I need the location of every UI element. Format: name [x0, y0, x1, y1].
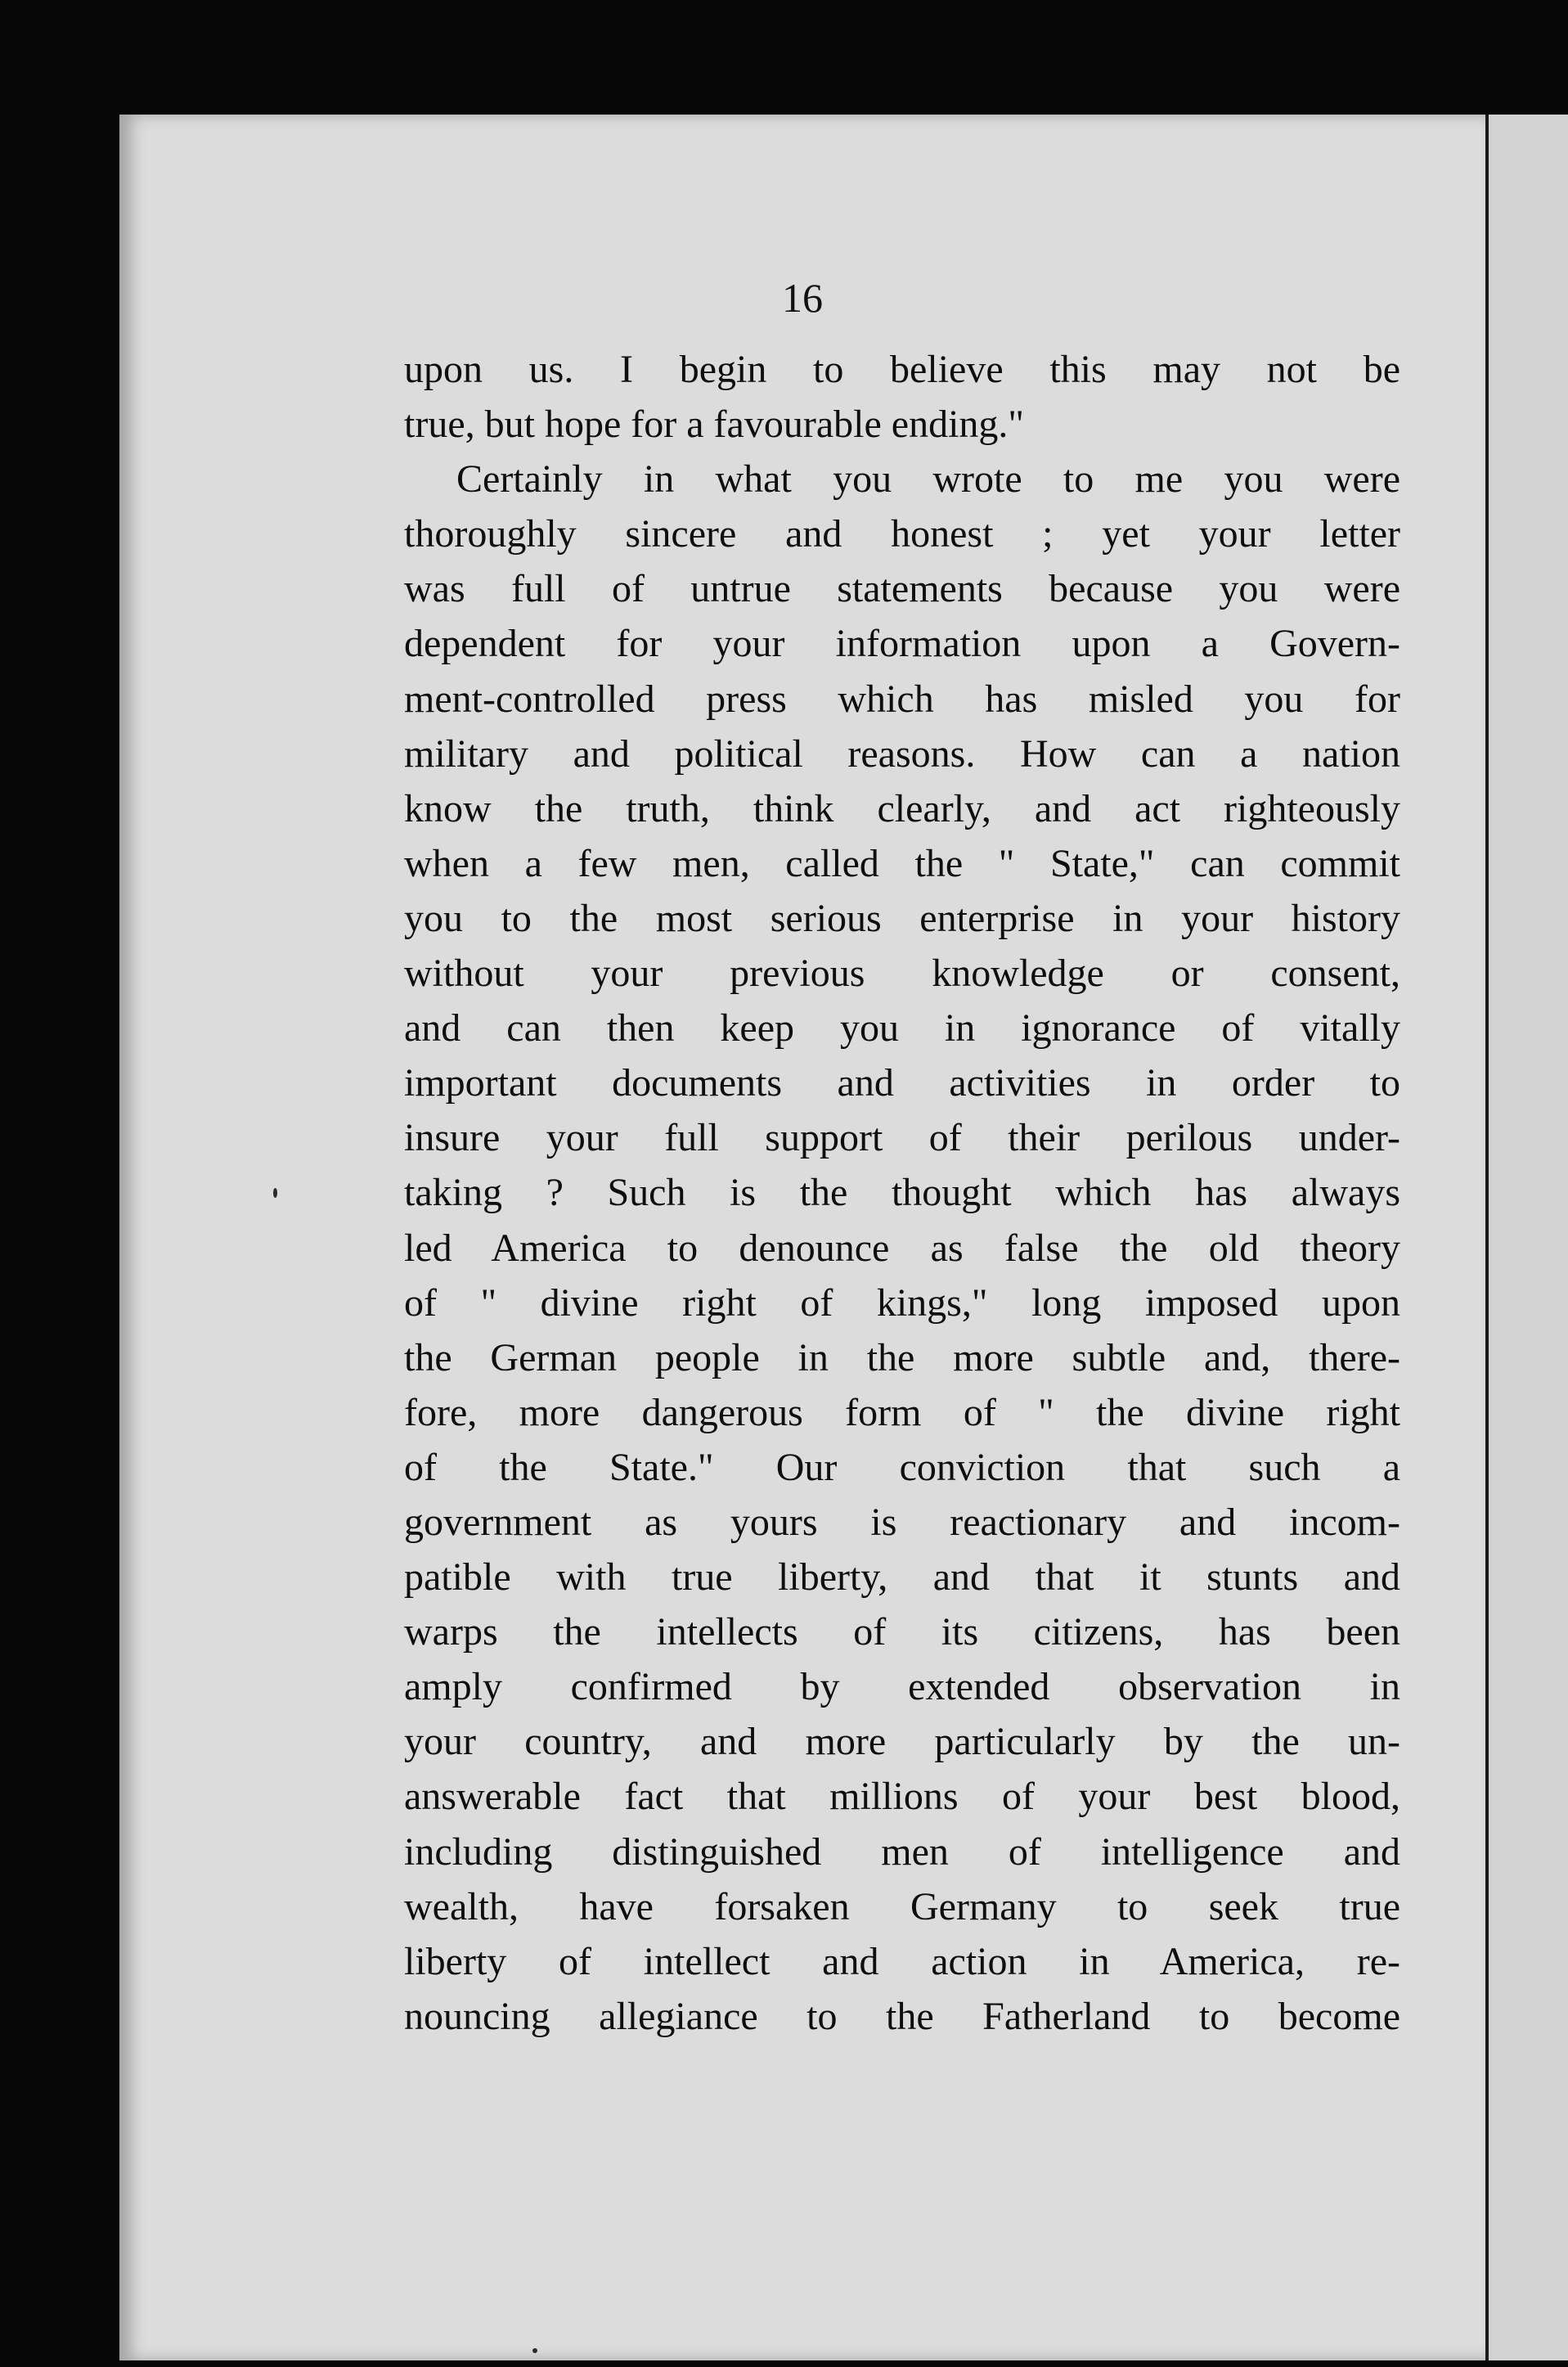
scan-speck — [273, 1188, 277, 1198]
text-line: and can then keep you in ignorance of vitally — [404, 1006, 1400, 1051]
text-line: thoroughly sincere and honest ; yet your letter — [404, 512, 1400, 556]
text-line: true, but hope for a favourable ending." — [404, 403, 1024, 447]
text-line: your country, and more particularly by the un- — [404, 1720, 1400, 1764]
scan-speck — [532, 2348, 537, 2353]
text-line: important documents and activities in order to — [404, 1061, 1400, 1105]
text-line: upon us. I begin to believe this may not be — [404, 348, 1400, 391]
text-line: patible with true liberty, and that it stunts and — [404, 1555, 1400, 1600]
text-line: without your previous knowledge or consent, — [404, 952, 1400, 996]
text-line: military and political reasons. How can a nation — [404, 731, 1400, 776]
text-line: including distinguished men of intelligence and — [404, 1829, 1400, 1874]
text-line: amply confirmed by extended observation in — [404, 1665, 1400, 1709]
book-page — [119, 115, 1485, 2360]
text-line: dependent for your information upon a Govern- — [404, 622, 1400, 666]
text-line: led America to denounce as false the old theory — [404, 1226, 1400, 1270]
text-line: liberty of intellect and action in America, re- — [404, 1939, 1400, 1983]
text-line: Certainly in what you wrote to me you were — [456, 457, 1400, 502]
facing-page-edge — [1485, 115, 1568, 2360]
text-line: the German people in the more subtle and, there- — [404, 1335, 1400, 1379]
text-line: wealth, have forsaken Germany to seek true — [404, 1884, 1400, 1928]
text-line: of the State." Our conviction that such a — [404, 1445, 1400, 1489]
text-line: when a few men, called the " State," can commit — [404, 841, 1400, 885]
text-line: warps the intellects of its citizens, has been — [404, 1610, 1400, 1654]
text-line: of " divine right of kings," long imposed upon — [404, 1280, 1400, 1325]
text-line: know the truth, think clearly, and act righteously — [404, 786, 1400, 830]
text-line: government as yours is reactionary and incom- — [404, 1500, 1400, 1544]
text-line: answerable fact that millions of your best blood, — [404, 1775, 1400, 1819]
text-line: nouncing allegiance to the Fatherland to become — [404, 1994, 1400, 2038]
body-text — [404, 342, 1400, 2044]
text-line: was full of untrue statements because you were — [404, 567, 1400, 611]
text-line: ment-controlled press which has misled you for — [404, 677, 1400, 721]
text-line: fore, more dangerous form of " the divine right — [404, 1390, 1400, 1434]
text-line: taking ? Such is the thought which has always — [404, 1171, 1400, 1215]
text-line: insure your full support of their perilous under- — [404, 1116, 1400, 1160]
text-line: you to the most serious enterprise in your history — [404, 896, 1400, 940]
page-number: 16 — [782, 275, 823, 321]
